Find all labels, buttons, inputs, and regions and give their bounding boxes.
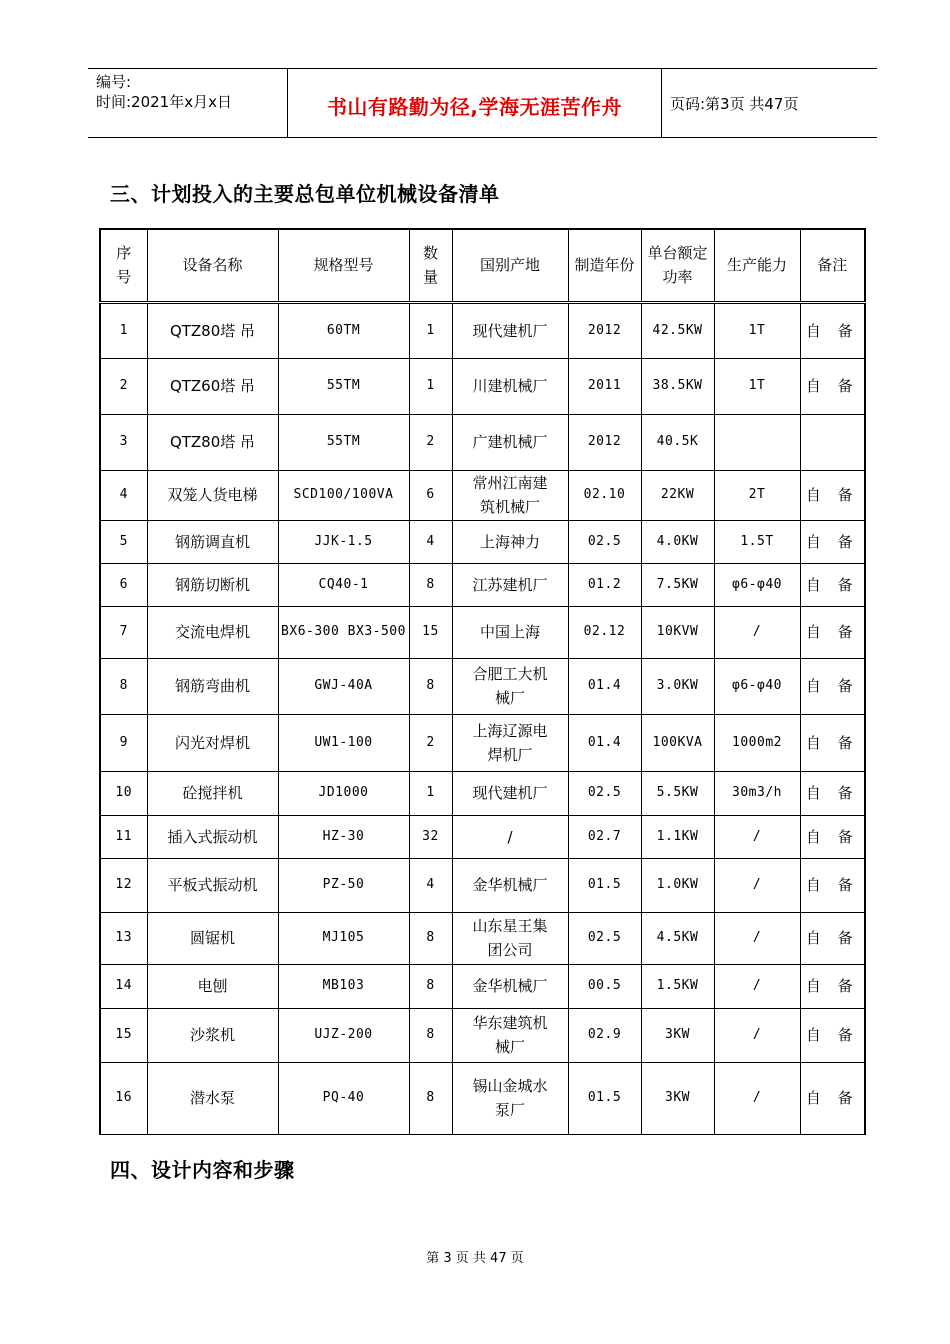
document-time-label: 时间:2021年x月x日: [96, 93, 232, 111]
cell-remark: 自 备: [800, 520, 865, 563]
cell-name: 沙浆机: [147, 1008, 278, 1062]
cell-name: 闪光对焊机: [147, 714, 278, 771]
cell-name: QTZ80塔 吊: [147, 414, 278, 470]
cell-qty: 1: [409, 302, 452, 358]
cell-origin: 现代建机厂: [452, 302, 568, 358]
cell-remark: 自 备: [800, 771, 865, 815]
cell-origin: 金华机械厂: [452, 964, 568, 1008]
cell-power: 3KW: [641, 1008, 714, 1062]
cell-power: 100KVA: [641, 714, 714, 771]
cell-name: 钢筋弯曲机: [147, 658, 278, 714]
table-body: [100, 302, 865, 1134]
cell-capacity: /: [714, 1062, 800, 1134]
cell-index: 1: [100, 302, 147, 358]
page-footer: 第 3 页 共 47 页: [426, 1251, 524, 1266]
cell-name: 插入式振动机: [147, 815, 278, 858]
cell-capacity: 2T: [714, 470, 800, 520]
table-header-row: [100, 229, 865, 302]
section-4-title: 四、设计内容和步骤: [110, 1158, 295, 1182]
document-number-label: 编号:: [96, 73, 132, 91]
cell-capacity: 30m3/h: [714, 771, 800, 815]
cell-name: 钢筋切断机: [147, 563, 278, 606]
cell-index: 10: [100, 771, 147, 815]
cell-qty: 8: [409, 658, 452, 714]
cell-power: 40.5K: [641, 414, 714, 470]
cell-origin: 广建机械厂: [452, 414, 568, 470]
cell-model: PZ-50: [278, 858, 409, 912]
cell-name: QTZ60塔 吊: [147, 358, 278, 414]
cell-power: 1.5KW: [641, 964, 714, 1008]
section-3-title: 三、计划投入的主要总包单位机械设备清单: [110, 182, 500, 206]
header-col-power: 单台额定功率: [641, 229, 714, 302]
cell-name: 圆锯机: [147, 912, 278, 964]
cell-qty: 1: [409, 771, 452, 815]
header-divider: [661, 69, 662, 137]
cell-model: SCD100/100VA: [278, 470, 409, 520]
cell-origin: 山东星王集团公司: [452, 912, 568, 964]
cell-model: JJK-1.5: [278, 520, 409, 563]
cell-index: 5: [100, 520, 147, 563]
cell-origin: /: [452, 815, 568, 858]
cell-origin: 江苏建机厂: [452, 563, 568, 606]
header-col-qty: 数量: [409, 229, 452, 302]
cell-index: 12: [100, 858, 147, 912]
cell-origin: 川建机械厂: [452, 358, 568, 414]
header-col-model: 规格型号: [278, 229, 409, 302]
cell-model: BX6-300 BX3-500: [278, 606, 409, 658]
cell-model: CQ40-1: [278, 563, 409, 606]
cell-index: 16: [100, 1062, 147, 1134]
cell-capacity: /: [714, 858, 800, 912]
cell-power: 1.1KW: [641, 815, 714, 858]
cell-remark: 自 备: [800, 470, 865, 520]
cell-origin: 常州江南建筑机械厂: [452, 470, 568, 520]
cell-qty: 4: [409, 858, 452, 912]
cell-power: 3KW: [641, 1062, 714, 1134]
cell-year: 00.5: [568, 964, 641, 1008]
cell-capacity: 1.5T: [714, 520, 800, 563]
header-page-info: 页码:第3页 共47页: [670, 95, 799, 113]
cell-remark: 自 备: [800, 1062, 865, 1134]
table-row: [100, 815, 865, 858]
cell-capacity: /: [714, 815, 800, 858]
cell-index: 2: [100, 358, 147, 414]
table-row: [100, 563, 865, 606]
cell-qty: 8: [409, 1062, 452, 1134]
table-row: [100, 714, 865, 771]
cell-qty: 32: [409, 815, 452, 858]
table-row: [100, 302, 865, 358]
cell-origin: 中国上海: [452, 606, 568, 658]
cell-power: 5.5KW: [641, 771, 714, 815]
cell-capacity: /: [714, 912, 800, 964]
cell-remark: 自 备: [800, 606, 865, 658]
cell-name: QTZ80塔 吊: [147, 302, 278, 358]
cell-name: 钢筋调直机: [147, 520, 278, 563]
cell-remark: [800, 414, 865, 470]
cell-qty: 6: [409, 470, 452, 520]
cell-model: 60TM: [278, 302, 409, 358]
cell-index: 13: [100, 912, 147, 964]
cell-index: 4: [100, 470, 147, 520]
cell-power: 38.5KW: [641, 358, 714, 414]
cell-capacity: /: [714, 606, 800, 658]
table-row: [100, 606, 865, 658]
cell-model: HZ-30: [278, 815, 409, 858]
cell-capacity: φ6-φ40: [714, 563, 800, 606]
cell-remark: 自 备: [800, 658, 865, 714]
cell-name: 交流电焊机: [147, 606, 278, 658]
cell-power: 10KVW: [641, 606, 714, 658]
table-row: [100, 1062, 865, 1134]
cell-remark: 自 备: [800, 563, 865, 606]
table-row: [100, 358, 865, 414]
cell-index: 11: [100, 815, 147, 858]
table-row: [100, 470, 865, 520]
cell-year: 02.7: [568, 815, 641, 858]
cell-index: 8: [100, 658, 147, 714]
cell-origin: 上海神力: [452, 520, 568, 563]
cell-capacity: /: [714, 1008, 800, 1062]
cell-capacity: φ6-φ40: [714, 658, 800, 714]
cell-power: 22KW: [641, 470, 714, 520]
cell-origin: 上海辽源电焊机厂: [452, 714, 568, 771]
cell-remark: 自 备: [800, 358, 865, 414]
table-row: [100, 912, 865, 964]
cell-year: 2011: [568, 358, 641, 414]
table-row: [100, 858, 865, 912]
header-col-name: 设备名称: [147, 229, 278, 302]
cell-index: 14: [100, 964, 147, 1008]
cell-year: 2012: [568, 414, 641, 470]
cell-power: 7.5KW: [641, 563, 714, 606]
cell-qty: 1: [409, 358, 452, 414]
equipment-table: [99, 228, 866, 1135]
cell-origin: 锡山金城水泵厂: [452, 1062, 568, 1134]
cell-model: MJ105: [278, 912, 409, 964]
cell-year: 01.4: [568, 714, 641, 771]
cell-origin: 现代建机厂: [452, 771, 568, 815]
header-col-year: 制造年份: [568, 229, 641, 302]
table-row: [100, 1008, 865, 1062]
table-row: [100, 771, 865, 815]
header-col-origin: 国别产地: [452, 229, 568, 302]
cell-power: 3.0KW: [641, 658, 714, 714]
cell-remark: 自 备: [800, 714, 865, 771]
cell-year: 01.5: [568, 1062, 641, 1134]
cell-remark: 自 备: [800, 815, 865, 858]
cell-remark: 自 备: [800, 858, 865, 912]
cell-index: 6: [100, 563, 147, 606]
cell-power: 42.5KW: [641, 302, 714, 358]
cell-model: MB103: [278, 964, 409, 1008]
cell-qty: 8: [409, 964, 452, 1008]
cell-qty: 8: [409, 563, 452, 606]
cell-origin: 金华机械厂: [452, 858, 568, 912]
cell-capacity: [714, 414, 800, 470]
cell-qty: 8: [409, 1008, 452, 1062]
cell-model: PQ-40: [278, 1062, 409, 1134]
cell-name: 电刨: [147, 964, 278, 1008]
cell-index: 7: [100, 606, 147, 658]
cell-power: 4.0KW: [641, 520, 714, 563]
cell-qty: 2: [409, 714, 452, 771]
cell-model: UJZ-200: [278, 1008, 409, 1062]
cell-power: 4.5KW: [641, 912, 714, 964]
table-row: [100, 520, 865, 563]
cell-index: 3: [100, 414, 147, 470]
cell-name: 双笼人货电梯: [147, 470, 278, 520]
cell-name: 平板式振动机: [147, 858, 278, 912]
header-meta: [96, 72, 286, 112]
cell-capacity: /: [714, 964, 800, 1008]
cell-model: 55TM: [278, 358, 409, 414]
cell-index: 15: [100, 1008, 147, 1062]
cell-origin: 合肥工大机械厂: [452, 658, 568, 714]
cell-year: 01.5: [568, 858, 641, 912]
cell-index: 9: [100, 714, 147, 771]
cell-year: 02.5: [568, 520, 641, 563]
cell-year: 01.4: [568, 658, 641, 714]
cell-remark: 自 备: [800, 1008, 865, 1062]
cell-remark: 自 备: [800, 302, 865, 358]
cell-qty: 15: [409, 606, 452, 658]
cell-remark: 自 备: [800, 912, 865, 964]
cell-model: UW1-100: [278, 714, 409, 771]
cell-year: 02.5: [568, 912, 641, 964]
cell-year: 02.9: [568, 1008, 641, 1062]
cell-qty: 2: [409, 414, 452, 470]
cell-capacity: 1T: [714, 302, 800, 358]
cell-qty: 4: [409, 520, 452, 563]
cell-model: 55TM: [278, 414, 409, 470]
table-row: [100, 964, 865, 1008]
table-row: [100, 658, 865, 714]
cell-power: 1.0KW: [641, 858, 714, 912]
header-col-remark: 备注: [800, 229, 865, 302]
page-header: [88, 68, 877, 138]
cell-year: 2012: [568, 302, 641, 358]
cell-model: JD1000: [278, 771, 409, 815]
cell-year: 01.2: [568, 563, 641, 606]
cell-model: GWJ-40A: [278, 658, 409, 714]
cell-year: 02.10: [568, 470, 641, 520]
header-col-capacity: 生产能力: [714, 229, 800, 302]
table-row: [100, 414, 865, 470]
cell-origin: 华东建筑机械厂: [452, 1008, 568, 1062]
cell-capacity: 1T: [714, 358, 800, 414]
header-col-index: 序号: [100, 229, 147, 302]
cell-year: 02.5: [568, 771, 641, 815]
cell-name: 潜水泵: [147, 1062, 278, 1134]
cell-qty: 8: [409, 912, 452, 964]
cell-remark: 自 备: [800, 964, 865, 1008]
cell-capacity: 1000m2: [714, 714, 800, 771]
cell-name: 砼搅拌机: [147, 771, 278, 815]
header-motto: 书山有路勤为径,学海无涯苦作舟: [326, 95, 623, 119]
cell-year: 02.12: [568, 606, 641, 658]
